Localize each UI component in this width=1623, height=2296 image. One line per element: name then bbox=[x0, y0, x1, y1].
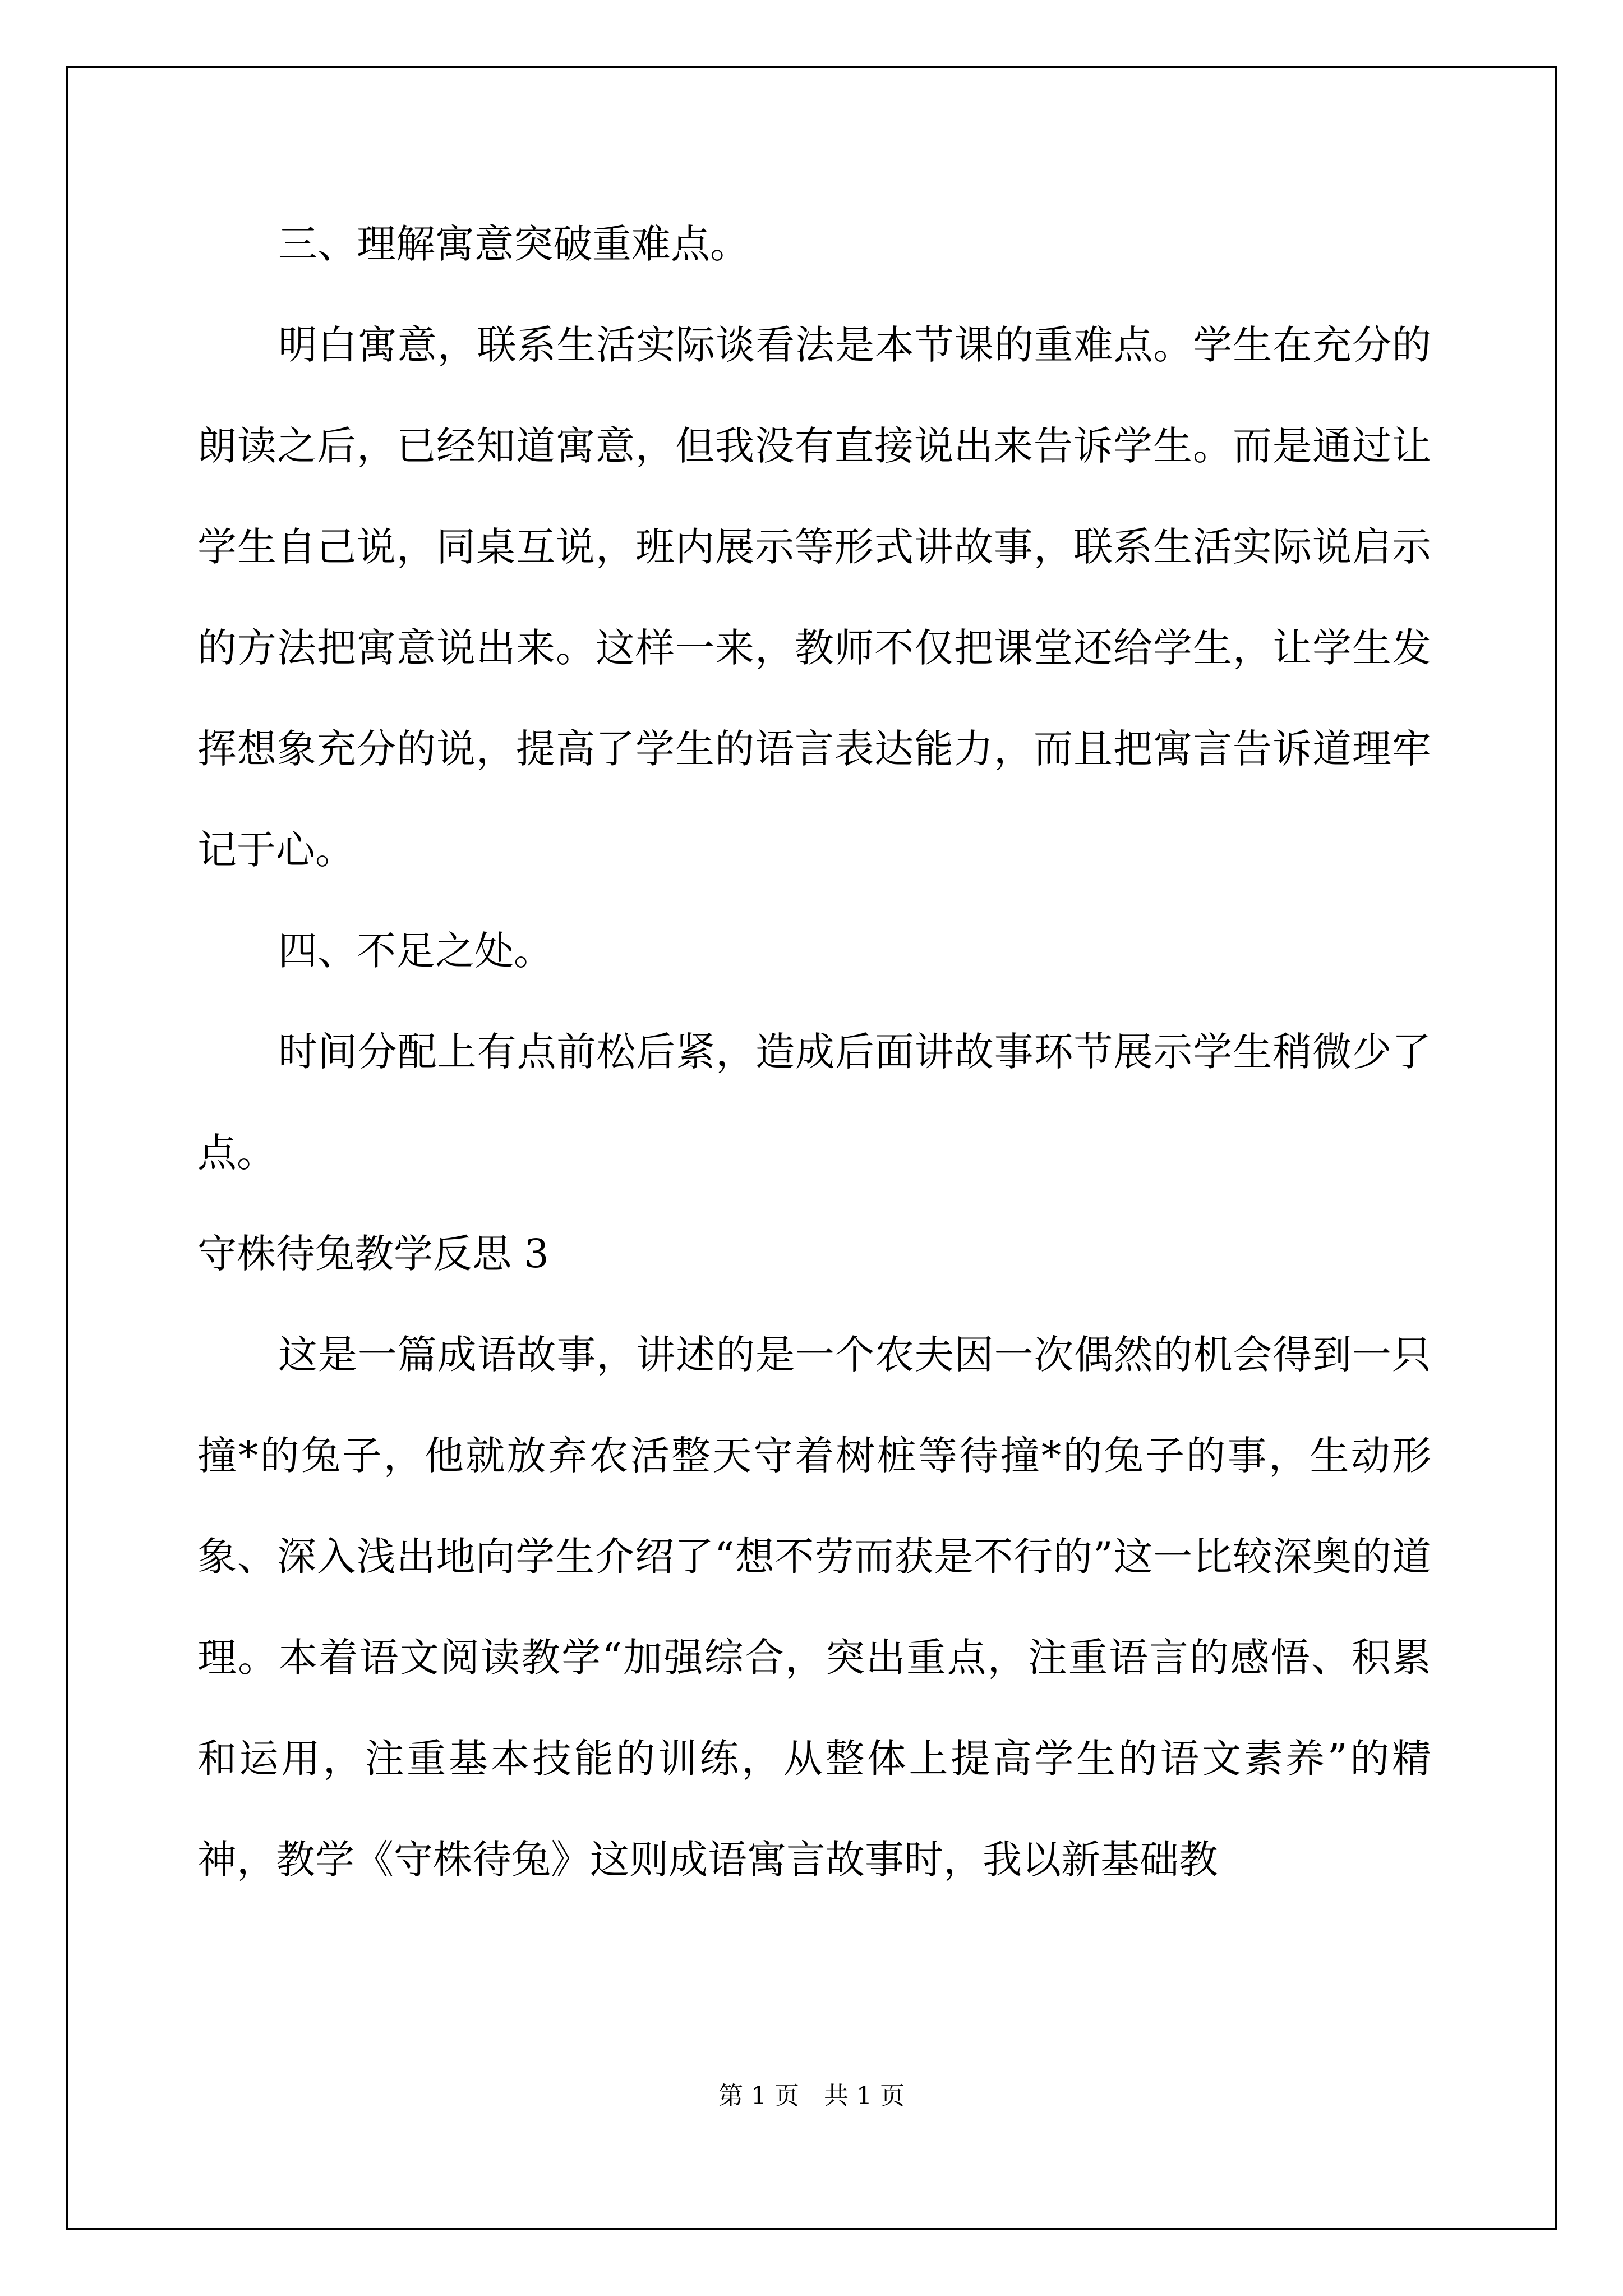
paragraph: 这是一篇成语故事，讲述的是一个农夫因一次偶然的机会得到一只撞*的兔子，他就放弃农活整天守着树桩等待撞*的兔子的事，生动形象、深入浅出地向学生介绍了“想不劳而获是不行的”这一比较深奥的道理。本着语文阅读教学“加强综合，突出重点，注重语言的感悟、积累和运用，注重基本技能的训练，从整体上提高学生的语文素养”的精神，教学《守株待兔》这则成语寓言故事时，我以新基础教 bbox=[197, 1332, 1431, 1883]
paragraph: 明白寓意，联系生活实际谈看法是本节课的重难点。学生在充分的朗读之后，已经知道寓意，但我没有直接说出来告诉学生。而是通过让学生自己说，同桌互说，班内展示等形式讲故事，联系生活实际说启示的方法把寓意说出来。这样一来，教师不仅把课堂还给学生，让学生发挥想象充分的说，提高了学生的语言表达能力，而且把寓言告诉道理牢记于心。 bbox=[197, 322, 1431, 873]
document-body bbox=[197, 194, 1431, 1910]
paragraph: 时间分配上有点前松后紧，造成后面讲故事环节展示学生稍微少了点。 bbox=[197, 1029, 1431, 1176]
paragraph: 三、理解寓意突破重难点。 bbox=[278, 221, 749, 267]
section-heading: 守株待兔教学反思 3 bbox=[197, 1231, 549, 1277]
paragraph: 四、不足之处。 bbox=[278, 928, 553, 974]
page-footer: 第 1 页 共 1 页 bbox=[718, 2082, 905, 2110]
